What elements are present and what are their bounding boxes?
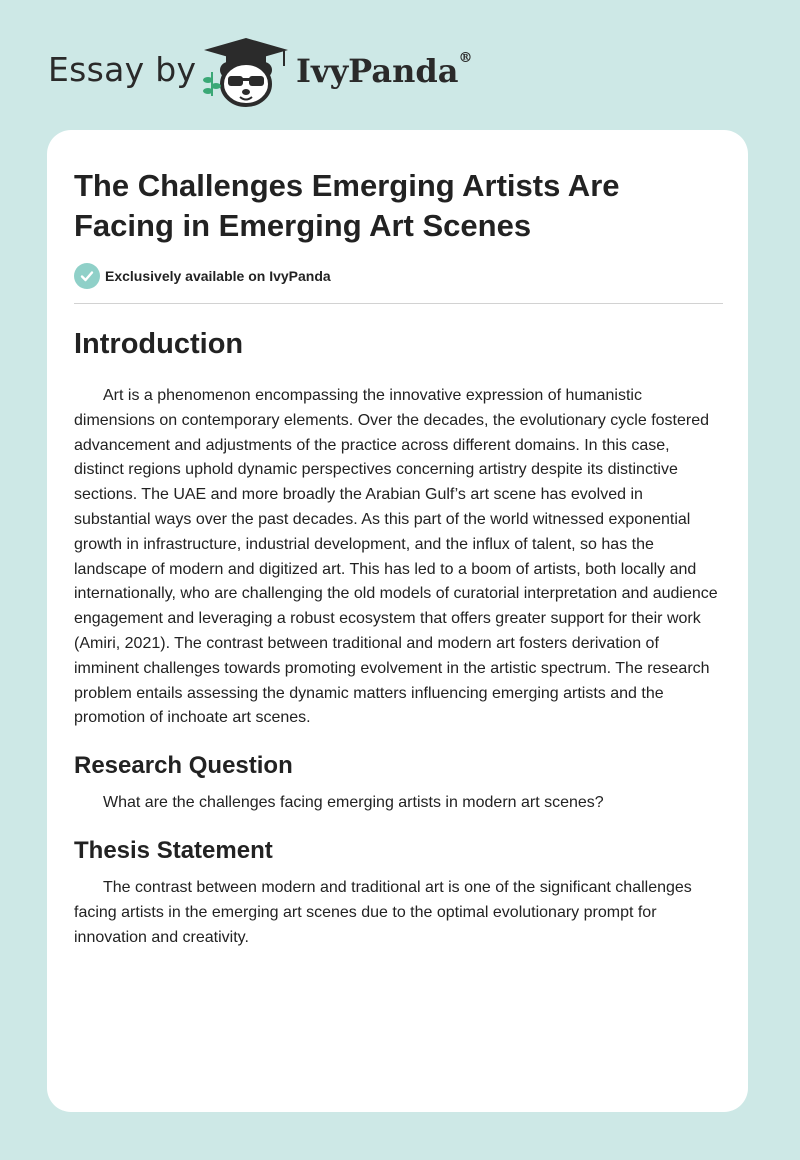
exclusive-badge xyxy=(74,262,331,290)
registered-mark: ® xyxy=(458,50,473,66)
introduction-heading: Introduction xyxy=(74,328,244,360)
brand-name[interactable] xyxy=(296,52,472,90)
divider xyxy=(74,303,723,304)
exclusive-badge-text: Exclusively available on IvyPanda xyxy=(105,268,331,284)
site-header xyxy=(0,0,800,120)
essay-content xyxy=(74,322,723,950)
essay-by-label: Essay by xyxy=(48,50,197,89)
essay-title: The Challenges Emerging Artists Are Facing in Emerging Art Scenes xyxy=(74,168,620,243)
thesis-paragraph: The contrast between modern and traditional art is one of the significant challenges facing artists in the emerging art scenes due to the optimal evolutionary prompt for innovation and creativity. xyxy=(74,878,692,946)
research-question-heading: Research Question xyxy=(74,752,293,780)
brand-text: IvyPanda xyxy=(296,52,459,90)
essay-card xyxy=(47,130,748,1112)
research-question-paragraph: What are the challenges facing emerging artists in modern art scenes? xyxy=(103,794,604,812)
panda-logo-icon[interactable] xyxy=(200,36,292,108)
introduction-paragraph: Art is a phenomenon encompassing the innovative expression of humanistic dimensions on contemporary elements. Over the decades, the evolutionary cycle fostered advancement and adjustments of the practice across different domains. In this case, distinct regions uphold dynamic perspectives concerning artistry despite its distinctive sections. The UAE and more broadly the Arabian Gulf’s art scene has evolved in substantial ways over the past decades. As this part of the world witnessed exponential growth in infrastructure, industrial development, and the influx of talent, so has the landscape of modern and digitized art. This has led to a boom of artists, both locally and internationally, who are challenging the old models of curatorial interpretation and audience engagement and leveraging a robust ecosystem that offers greater support for their work (Amiri, 2021). The contrast between traditional and modern art fosters derivation of imminent challenges towards promoting evolvement in the artistic spectrum. The research problem entails assessing the dynamic matters influencing emerging artists and the promotion of inchoate art scenes. xyxy=(74,387,718,727)
check-icon xyxy=(74,263,100,289)
thesis-heading: Thesis Statement xyxy=(74,836,273,864)
